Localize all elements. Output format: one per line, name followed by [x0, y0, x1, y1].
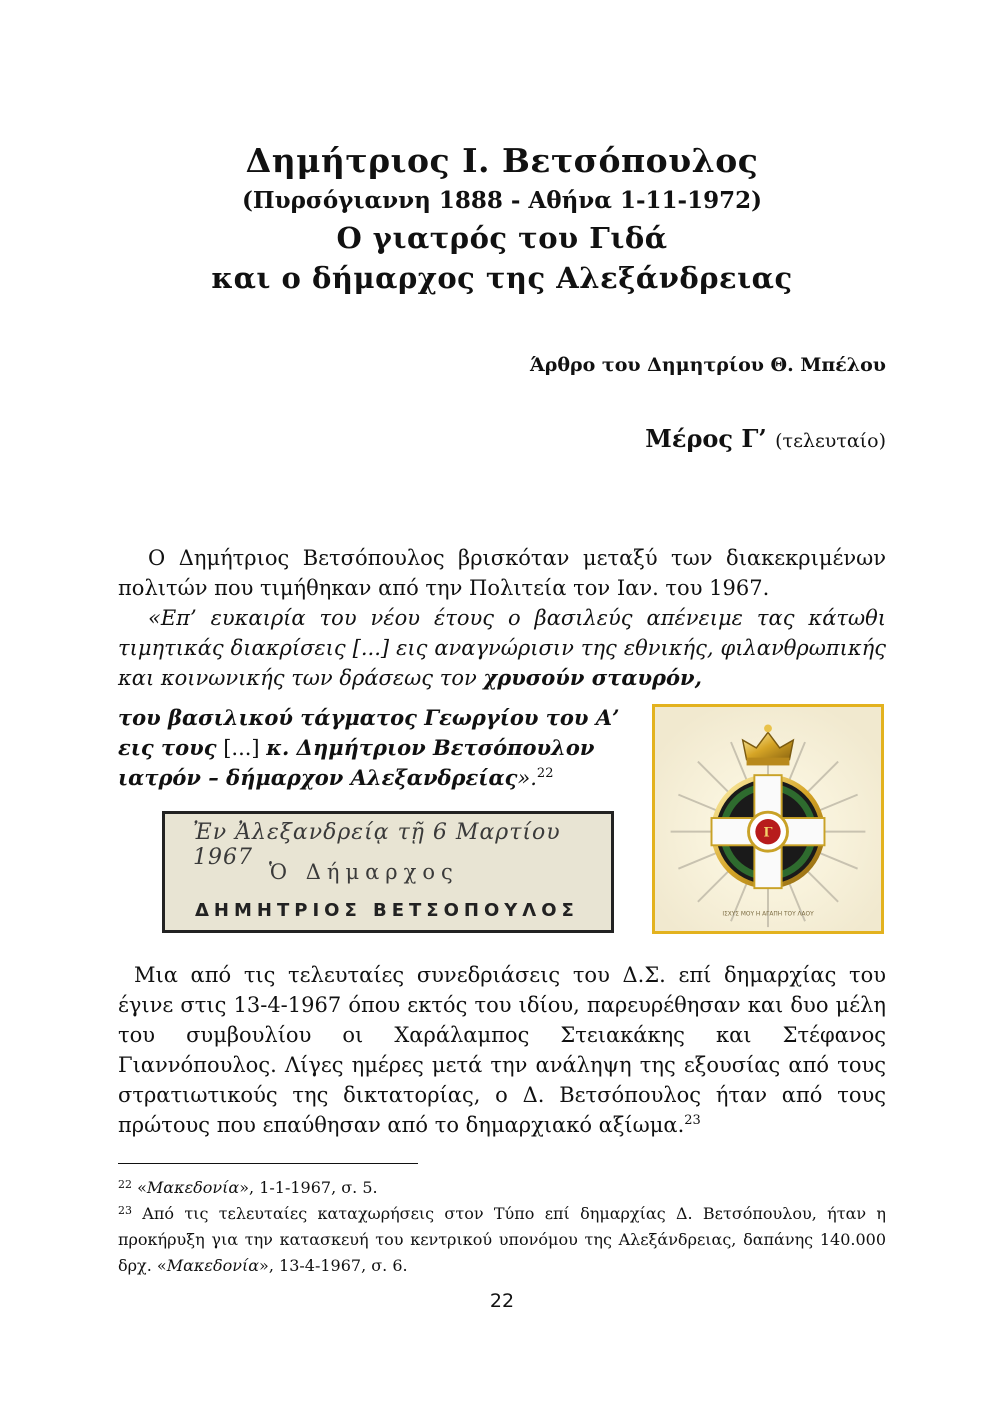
quote-bold-cross: χρυσούν σταυρόν, — [483, 665, 702, 690]
paragraph-text — [118, 960, 886, 1140]
paragraph-text — [118, 543, 886, 603]
footnote-22 — [118, 1175, 886, 1201]
footnote-divider — [118, 1163, 418, 1164]
quote-continuation — [118, 703, 638, 793]
title-subtitle-1: Ο γιατρός του Γιδά — [336, 221, 668, 255]
medal-inscription: ΙΣΧΥΣ ΜΟΥ Η ΑΓΑΠΗ ΤΟΥ ΛΑΟΥ — [722, 911, 814, 918]
article-author: Άρθρο του Δημητρίου Θ. Μπέλου — [529, 354, 886, 376]
council-text: Μια από τις τελευταίες συνεδριάσεις του Δ.Σ. επί δημαρχίας του έγινε στις 13-4-1967 όπου εκτός του ιδίου, παρευρέθησαν και δυο μέλη του συμβουλίου οι Χαράλαμπος Στειακάκης και Στέφανος Γιαννόπουλος. Λίγες ημέρες μετά την ανάληψη της εξουσίας από τους στρατιωτικούς της δικτατορίας, ο Δ. Βετσόπουλος ήταν από τους πρώτους που επαύθησαν από το δημαρχιακό αξίωμα. — [118, 963, 886, 1137]
part-heading — [645, 424, 886, 453]
footnote-text: Από τις τελευταίες καταχωρήσεις στον Τύπο επί δημαρχίας Δ. Βετσόπουλου, ήταν η προκήρυξη για την κατασκευή του κεντρικού υπονόμου της Αλεξάνδρειας, δαπάνης 140.000 δρχ. « — [118, 1204, 886, 1275]
signature-title-line: Ὁ Δήμαρχος — [269, 860, 459, 884]
footnote-source: Μακεδονία — [166, 1256, 260, 1275]
quote-paragraph — [118, 603, 886, 693]
part-label: Μέρος Γ’ — [645, 424, 767, 453]
signature-date-line: Ἐν Ἀλεξανδρείᾳ τῇ 6 Μαρτίου 1967 — [193, 820, 561, 870]
quote-close: ». — [517, 766, 537, 790]
honours-intro: Ο Δημήτριος Βετσόπουλος βρισκόταν μεταξύ των διακεκριμένων πολιτών που τιμήθηκαν από την Πολιτεία τον Ιαν. του 1967. — [118, 546, 886, 600]
medal-photo — [652, 704, 884, 934]
quote-ellipsis: [...] — [216, 736, 267, 760]
footnote-number: 23 — [118, 1204, 132, 1217]
footnote-ref-23[interactable]: 23 — [684, 1113, 701, 1128]
footnote-23 — [118, 1201, 886, 1279]
paragraph-council — [118, 960, 886, 1140]
title-name: Δημήτριος Ι. Βετσόπουλος — [245, 141, 759, 180]
quote-italic: «Επ’ ευκαιρία του νέου έτους ο βασιλεύς απένειμε τας κάτωθι τιμητικάς διακρίσεις [...] εις αναγνώρισιν της εθνικής, φιλανθρωπικής και κοινωνικής των δράσεως τον — [118, 606, 886, 690]
page-number: 22 — [489, 1290, 515, 1312]
footnote-ref-22[interactable]: 22 — [536, 766, 554, 781]
footnotes — [118, 1175, 886, 1279]
paragraph-honours — [118, 543, 886, 693]
footnote-text: », 1-1-1967, σ. 5. — [239, 1178, 378, 1197]
order-of-george-medal-image — [655, 707, 881, 931]
quote-bold-recipient: κ. Δημήτριον Βετσόπουλον ιατρόν – δήμαρχον Αλεξανδρείας — [118, 735, 595, 790]
footnote-number: 22 — [118, 1178, 132, 1191]
article-title — [0, 138, 1004, 298]
signature-name-line: ΔΗΜΗΤΡΙΟΣ ΒΕΤΣΟΠΟΥΛΟΣ — [195, 900, 579, 921]
svg-text:Γ: Γ — [763, 824, 773, 840]
quote-bold-order: του βασιλικού τάγματος Γεωργίου του Α’ εις τους — [118, 705, 620, 760]
footnote-text: », 13-4-1967, σ. 6. — [259, 1256, 408, 1275]
title-subtitle-2: και ο δήμαρχος της Αλεξάνδρειας — [211, 261, 793, 295]
footnote-source: Μακεδονία — [146, 1178, 240, 1197]
footnote-text: « — [137, 1178, 147, 1197]
title-dates: (Πυρσόγιαννη 1888 - Αθήνα 1-11-1972) — [242, 187, 762, 214]
part-note: (τελευταίο) — [775, 430, 886, 452]
mayor-signature-stamp — [162, 811, 614, 933]
